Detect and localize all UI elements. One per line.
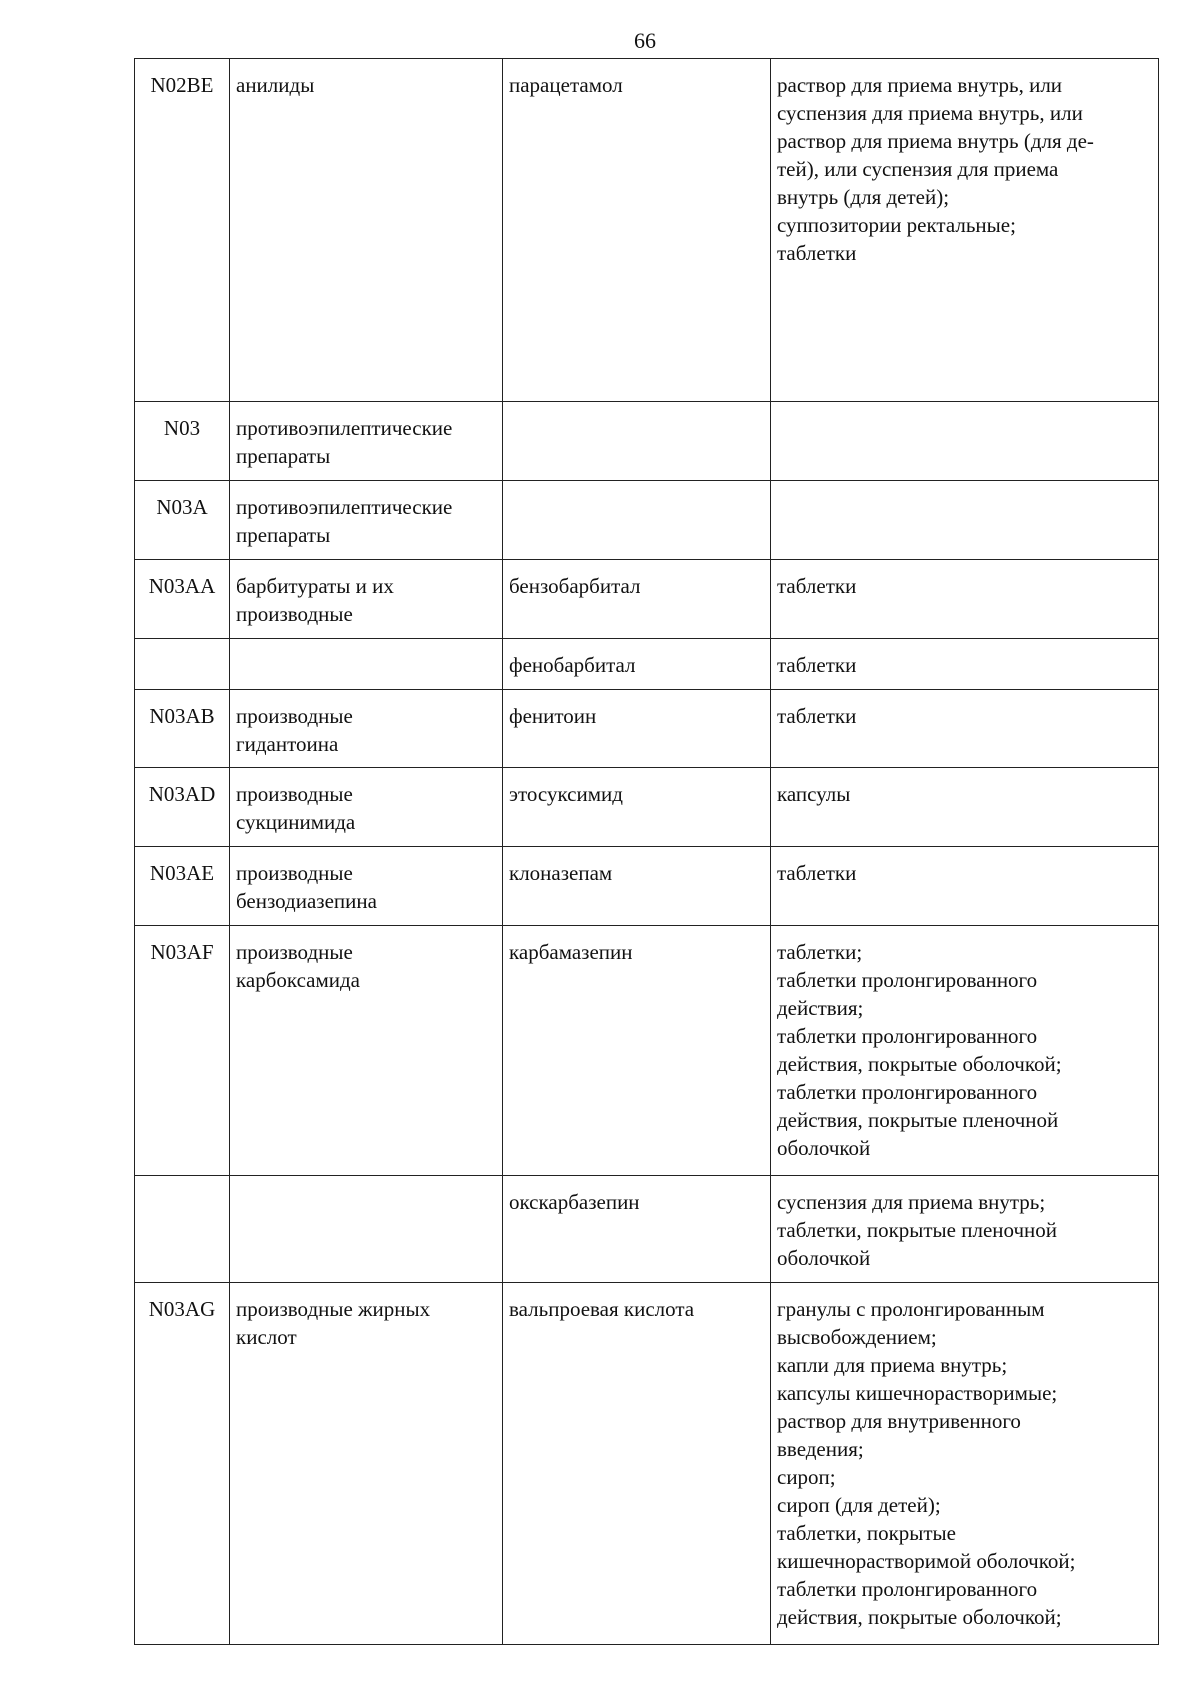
atc-code-cell xyxy=(135,639,230,690)
table-row xyxy=(135,639,1159,690)
group-cell xyxy=(230,1176,503,1283)
table-row xyxy=(135,560,1159,639)
dosage-form-cell: таблетки xyxy=(771,639,1159,690)
atc-code-cell: N03 xyxy=(135,402,230,481)
table-row xyxy=(135,1283,1159,1645)
drug-cell: окскарбазепин xyxy=(503,1176,771,1283)
dosage-form-cell: таблетки xyxy=(771,690,1159,768)
atc-code-cell: N02BE xyxy=(135,59,230,402)
drug-cell: фенитоин xyxy=(503,690,771,768)
drug-cell: парацетамол xyxy=(503,59,771,402)
drug-cell: клоназепам xyxy=(503,847,771,926)
atc-code-cell xyxy=(135,1176,230,1283)
dosage-form-cell xyxy=(771,481,1159,560)
group-cell: производные гидантоина xyxy=(230,690,503,768)
drug-cell xyxy=(503,402,771,481)
drug-cell: этосуксимид xyxy=(503,768,771,847)
atc-code-cell: N03AF xyxy=(135,926,230,1176)
group-cell: производные карбоксамида xyxy=(230,926,503,1176)
page-number: 66 xyxy=(634,28,656,53)
dosage-form-cell: раствор для приема внутрь, или суспензия для приема внутрь, или раствор для приема внутрь (для де- тей), или суспензия для приема внутрь (для детей); суппозитории ректальные; таблетки xyxy=(771,59,1159,402)
group-cell: анилиды xyxy=(230,59,503,402)
dosage-form-cell: суспензия для приема внутрь; таблетки, покрытые пленочной оболочкой xyxy=(771,1176,1159,1283)
drug-cell: бензобарбитал xyxy=(503,560,771,639)
group-cell xyxy=(230,639,503,690)
table-row xyxy=(135,1176,1159,1283)
table-row xyxy=(135,402,1159,481)
group-cell: производные сукцинимида xyxy=(230,768,503,847)
table-row xyxy=(135,690,1159,768)
atc-code-cell: N03AE xyxy=(135,847,230,926)
dosage-form-cell: таблетки; таблетки пролонгированного действия; таблетки пролонгированного действия, покрытые оболочкой; таблетки пролонгированного действия, покрытые пленочной оболочкой xyxy=(771,926,1159,1176)
atc-code-cell: N03A xyxy=(135,481,230,560)
table-row xyxy=(135,926,1159,1176)
drug-table xyxy=(134,58,1159,1645)
drug-cell xyxy=(503,481,771,560)
group-cell: барбитураты и их производные xyxy=(230,560,503,639)
group-cell: производные жирных кислот xyxy=(230,1283,503,1645)
atc-code-cell: N03AA xyxy=(135,560,230,639)
drug-cell: карбамазепин xyxy=(503,926,771,1176)
group-cell: противоэпилептические препараты xyxy=(230,402,503,481)
atc-code-cell: N03AG xyxy=(135,1283,230,1645)
dosage-form-cell xyxy=(771,402,1159,481)
group-cell: противоэпилептические препараты xyxy=(230,481,503,560)
dosage-form-cell: гранулы с пролонгированным высвобождением; капли для приема внутрь; капсулы кишечнорастворимые; раствор для внутривенного введения; сироп; сироп (для детей); таблетки, покрытые кишечнорастворимой оболочкой; таблетки пролонгированного действия, покрытые оболочкой; xyxy=(771,1283,1159,1645)
drug-cell: фенобарбитал xyxy=(503,639,771,690)
atc-code-cell: N03AD xyxy=(135,768,230,847)
table-row xyxy=(135,768,1159,847)
dosage-form-cell: таблетки xyxy=(771,847,1159,926)
atc-code-cell: N03AB xyxy=(135,690,230,768)
dosage-form-cell: капсулы xyxy=(771,768,1159,847)
table-row xyxy=(135,847,1159,926)
table-row xyxy=(135,59,1159,402)
table-row xyxy=(135,481,1159,560)
group-cell: производные бензодиазепина xyxy=(230,847,503,926)
dosage-form-cell: таблетки xyxy=(771,560,1159,639)
drug-cell: вальпроевая кислота xyxy=(503,1283,771,1645)
